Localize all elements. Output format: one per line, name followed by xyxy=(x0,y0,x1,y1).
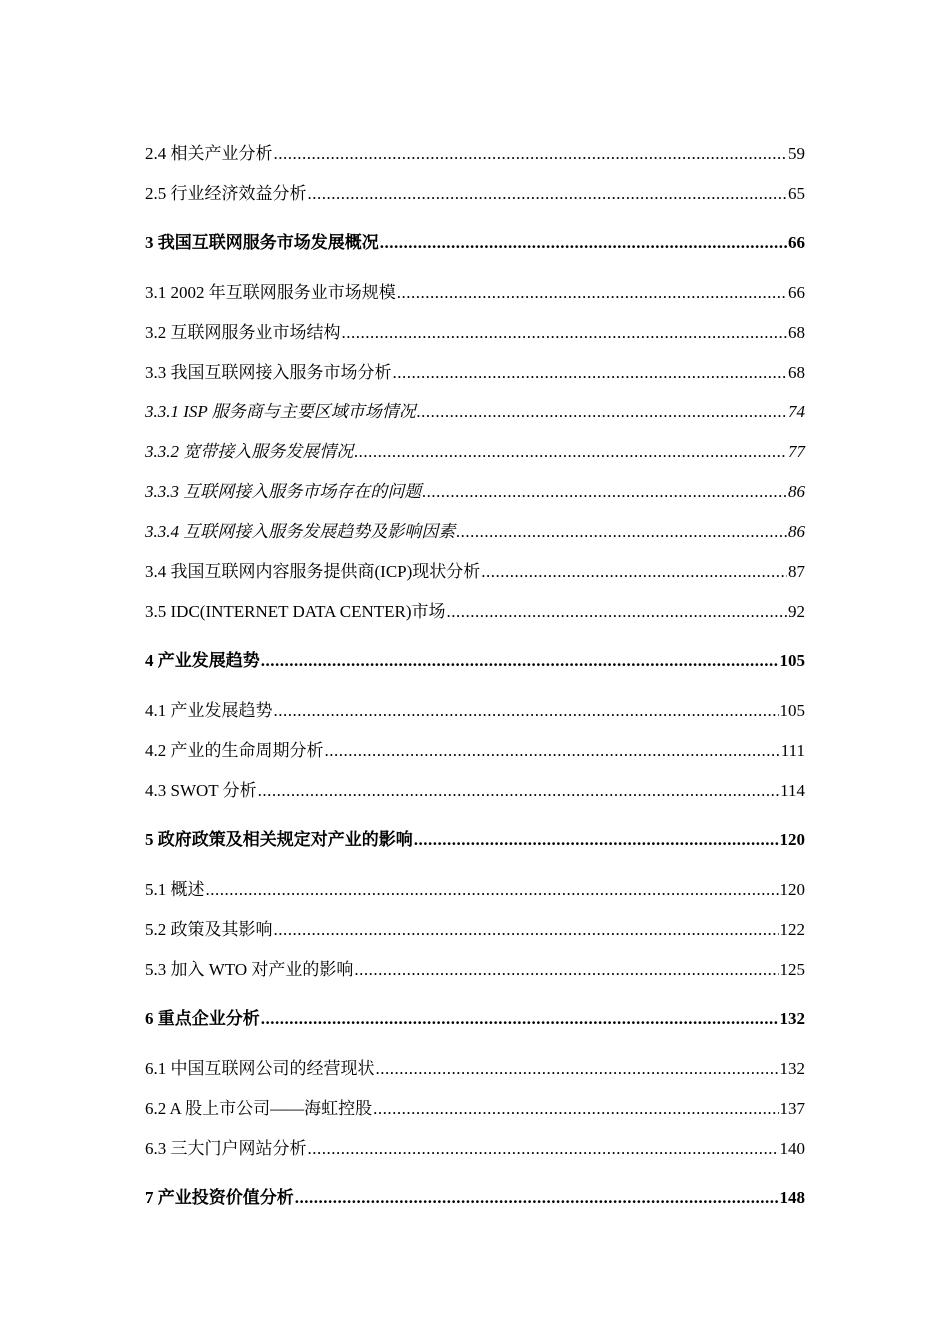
toc-entry[interactable] xyxy=(145,918,805,942)
dot-leader xyxy=(354,958,778,982)
toc-entry-title: 4.2 产业的生命周期分析 xyxy=(145,741,324,760)
toc-entry-title: 6.3 三大门户网站分析 xyxy=(145,1139,307,1158)
toc-entry[interactable] xyxy=(145,1137,805,1161)
toc-entry-page: 125 xyxy=(779,960,805,979)
toc-entry-title: 5.2 政策及其影响 xyxy=(145,920,273,939)
toc-entry[interactable] xyxy=(145,231,805,255)
toc-entry[interactable] xyxy=(145,321,805,345)
toc-entry-page: 120 xyxy=(779,880,805,899)
dot-leader xyxy=(295,1186,779,1210)
dot-leader xyxy=(481,560,787,584)
toc-entry[interactable] xyxy=(145,361,805,385)
dot-leader xyxy=(456,520,787,544)
dot-leader xyxy=(342,321,788,345)
toc-entry-title: 3.4 我国互联网内容服务提供商(ICP)现状分析 xyxy=(145,562,481,581)
toc-entry-page: 148 xyxy=(779,1188,805,1207)
toc-entry-title: 5.1 概述 xyxy=(145,880,205,899)
toc-entry[interactable] xyxy=(145,281,805,305)
toc-entry[interactable] xyxy=(145,779,805,803)
dot-leader xyxy=(397,281,787,305)
toc-entry-title: 6.1 中国互联网公司的经营现状 xyxy=(145,1059,375,1078)
toc-entry-page: 65 xyxy=(788,184,805,203)
dot-leader xyxy=(373,1097,778,1121)
dot-leader xyxy=(447,600,787,624)
toc-entry-title: 3.3.1 ISP 服务商与主要区域市场情况 xyxy=(145,402,416,421)
toc-entry[interactable] xyxy=(145,958,805,982)
toc-entry-title: 4 产业发展趋势 xyxy=(145,651,260,670)
toc-entry-page: 68 xyxy=(788,323,805,342)
toc-entry-page: 105 xyxy=(779,701,805,720)
toc-entry[interactable] xyxy=(145,1007,805,1031)
toc-entry-title: 3.5 IDC(INTERNET DATA CENTER)市场 xyxy=(145,602,446,621)
toc-entry-page: 92 xyxy=(788,602,805,621)
toc-entry[interactable] xyxy=(145,440,805,464)
toc-entry-page: 111 xyxy=(780,741,805,760)
dot-leader xyxy=(354,440,787,464)
dot-leader xyxy=(274,699,779,723)
toc-entry[interactable] xyxy=(145,739,805,763)
dot-leader xyxy=(308,1137,779,1161)
toc-entry-title: 3.3.4 互联网接入服务发展趋势及影响因素 xyxy=(145,522,456,541)
toc-entry-title: 3.2 互联网服务业市场结构 xyxy=(145,323,341,342)
dot-leader xyxy=(258,779,780,803)
dot-leader xyxy=(414,828,779,852)
toc-entry-page: 66 xyxy=(788,233,805,252)
toc-entry[interactable] xyxy=(145,520,805,544)
toc-entry[interactable] xyxy=(145,560,805,584)
toc-entry[interactable] xyxy=(145,600,805,624)
toc-entry-page: 59 xyxy=(788,144,805,163)
toc-entry-title: 5.3 加入 WTO 对产业的影响 xyxy=(145,960,354,979)
toc-entry-page: 68 xyxy=(788,363,805,382)
toc-entry-page: 105 xyxy=(779,651,805,670)
toc-entry[interactable] xyxy=(145,400,805,424)
toc-entry-page: 132 xyxy=(779,1009,805,1028)
toc-entry-title: 3.3 我国互联网接入服务市场分析 xyxy=(145,363,392,382)
toc-entry-page: 122 xyxy=(779,920,805,939)
toc-entry-page: 140 xyxy=(779,1139,805,1158)
toc-entry-title: 5 政府政策及相关规定对产业的影响 xyxy=(145,830,413,849)
dot-leader xyxy=(393,361,788,385)
toc-entry[interactable] xyxy=(145,649,805,673)
toc-entry-title: 3.1 2002 年互联网服务业市场规模 xyxy=(145,283,396,302)
dot-leader xyxy=(308,182,788,206)
toc-entry[interactable] xyxy=(145,480,805,504)
toc-entry-page: 120 xyxy=(779,830,805,849)
toc-entry-title: 2.4 相关产业分析 xyxy=(145,144,273,163)
toc-entry-title: 3.3.3 互联网接入服务市场存在的问题 xyxy=(145,482,422,501)
toc-entry-page: 114 xyxy=(780,781,805,800)
toc-entry-page: 87 xyxy=(788,562,805,581)
toc-entry-page: 132 xyxy=(779,1059,805,1078)
toc-entry-title: 4.3 SWOT 分析 xyxy=(145,781,257,800)
toc-entry-page: 86 xyxy=(788,482,805,501)
toc-entry[interactable] xyxy=(145,1057,805,1081)
toc-entry[interactable] xyxy=(145,182,805,206)
toc-entry[interactable] xyxy=(145,142,805,166)
dot-leader xyxy=(274,142,788,166)
toc-entry-title: 3 我国互联网服务市场发展概况 xyxy=(145,233,379,252)
toc-entry[interactable] xyxy=(145,699,805,723)
toc-entry-page: 74 xyxy=(788,402,805,421)
toc-entry-page: 77 xyxy=(788,442,805,461)
dot-leader xyxy=(376,1057,779,1081)
toc-entry-page: 66 xyxy=(788,283,805,302)
toc-entry[interactable] xyxy=(145,1097,805,1121)
toc-entry[interactable] xyxy=(145,828,805,852)
dot-leader xyxy=(261,1007,779,1031)
dot-leader xyxy=(325,739,780,763)
toc-entry-title: 7 产业投资价值分析 xyxy=(145,1188,294,1207)
toc-entry[interactable] xyxy=(145,1186,805,1210)
dot-leader xyxy=(261,649,779,673)
toc-entry-page: 86 xyxy=(788,522,805,541)
dot-leader xyxy=(206,878,779,902)
toc-entry-title: 4.1 产业发展趋势 xyxy=(145,701,273,720)
toc-entry-title: 3.3.2 宽带接入服务发展情况 xyxy=(145,442,354,461)
toc-entry-title: 6.2 A 股上市公司——海虹控股 xyxy=(145,1099,373,1118)
dot-leader xyxy=(417,400,787,424)
toc-entry[interactable] xyxy=(145,878,805,902)
dot-leader xyxy=(422,480,787,504)
dot-leader xyxy=(274,918,779,942)
toc-entry-title: 2.5 行业经济效益分析 xyxy=(145,184,307,203)
dot-leader xyxy=(380,231,787,255)
toc-entry-page: 137 xyxy=(779,1099,805,1118)
toc-entry-title: 6 重点企业分析 xyxy=(145,1009,260,1028)
